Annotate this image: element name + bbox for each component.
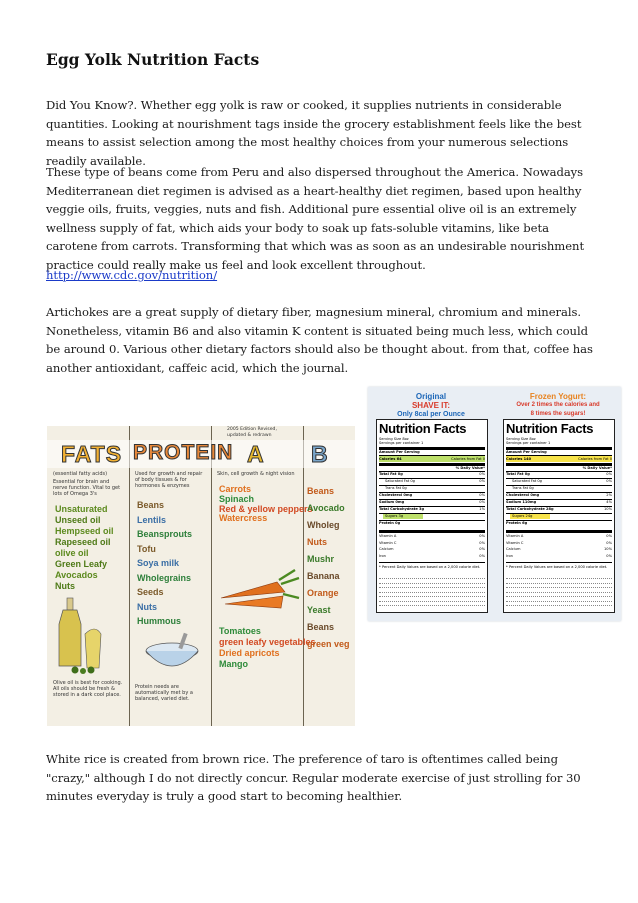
nutrient-name: Total Fat 0g [379, 472, 403, 476]
rule [506, 587, 612, 588]
food-item: Beans [137, 500, 165, 510]
rule [379, 605, 485, 606]
rule [379, 601, 485, 602]
amount-per-serving: Amount Per Serving [506, 450, 547, 454]
label-footnote: * Percent Daily Values are based on a 2,000 calorie diet. [379, 565, 481, 569]
food-item: Orange [307, 588, 339, 598]
protein-footer: Protein needs are automatically met by a balanced, varied diet. [135, 684, 193, 702]
nutrient-daily-value: 0% [479, 493, 485, 497]
rule [506, 596, 612, 597]
vitamin-a-heading: A [247, 441, 265, 467]
food-item: Nuts [307, 537, 327, 547]
vitamin-name: Iron [506, 553, 513, 558]
food-item: Beansprouts [137, 529, 193, 539]
food-item: Hummous [137, 616, 182, 626]
paragraph-intro: Did You Know?. Whether egg yolk is raw or cooked, it supplies nutrients in considerable quantities. Looking at nourishment tags inside the grocery establishment feels like the best means to assist selection among the most healthy choices from your numerous selections readily available. [46, 98, 582, 168]
serving-size: Serving Size 8oz [506, 437, 536, 441]
rule [379, 562, 485, 563]
nutrient-daily-value: 0% [479, 500, 485, 504]
nutrition-infographic [47, 426, 355, 726]
paragraph-artichokes: Artichokes are a great supply of dietary fiber, magnesium mineral, chromium and minerals. Nonetheless, vitamin B6 and also vitamin K content is situated being much less, which could be around 0. Various other dietary factors should also be thought about. from that, coffee has another antioxidant, caffeic acid, which the journal. [46, 305, 593, 375]
serving-size: Serving Size 8oz [379, 437, 409, 441]
servings-per-container: Servings per container 1 [379, 441, 424, 445]
vitamin-a-note: Skin, cell growth & night vision [217, 471, 295, 477]
rule [379, 530, 485, 533]
label-tagline: 8 times the sugars! [530, 411, 586, 417]
food-item: Green Leafy [55, 559, 108, 569]
food-item: Lentils [137, 514, 167, 525]
rule [379, 592, 485, 593]
nutrient-name: Saturated Fat 0g [385, 479, 415, 483]
food-item: Banana [307, 571, 340, 581]
nutrient-name: Protein 0g [379, 521, 401, 525]
rule [379, 583, 485, 584]
calories-from-fat: Calories from Fat 0 [578, 457, 612, 461]
calories-from-fat: Calories from Fat 0 [451, 457, 485, 461]
fats-heading: FATS [61, 441, 123, 467]
nutrient-name: Cholesterol 0mg [506, 493, 540, 497]
label-title: Original [415, 392, 447, 401]
nutrient-name: Sugars 24g [512, 514, 533, 518]
food-item: Tomatoes [219, 626, 261, 636]
label-original [372, 391, 490, 615]
rule [506, 562, 612, 563]
vitamin-daily-value: 0% [479, 547, 485, 551]
nutrient-name: Total Carbohydrate 3g [379, 507, 425, 511]
vitamin-daily-value: 0% [479, 553, 485, 558]
food-item: Beans [307, 622, 335, 632]
nutrient-name: Sugars 3g [385, 514, 404, 518]
label-tagline: Only 8cal per Ounce [397, 411, 465, 418]
servings-per-container: Servings per container 1 [506, 441, 551, 445]
food-item: Spinach [219, 493, 255, 504]
label-frozen-yogurt [499, 391, 617, 615]
rule [506, 601, 612, 602]
paragraph-white-rice: White rice is created from brown rice. The preference of taro is oftentimes called being "crazy," although I do not directly concur. Regular moderate exercise of just strolling for 30 minutes everyday is truly a good start to becoming healthier. [46, 752, 581, 803]
nutrient-name: Total Carbohydrate 28g [506, 507, 554, 511]
nutrition-facts-heading: Nutrition Facts [379, 421, 467, 436]
nutrient-name: Protein 6g [506, 521, 528, 525]
vitamin-daily-value: 0% [479, 540, 485, 545]
edition-note: 2005 Edition Revised, updated & redrawn [227, 427, 277, 438]
food-item: Avocados [55, 570, 98, 580]
vitamin-daily-value: 10% [604, 547, 612, 551]
carrot-icon [215, 568, 301, 618]
food-item: Avocado [307, 503, 345, 513]
nutrient-daily-value: 2% [606, 493, 612, 497]
nutrient-name: Saturated Fat 0g [512, 479, 542, 483]
fats-note: Essential for brain and nerve function. Vital to get lots of Omega 3's [53, 479, 121, 497]
nutrition-facts-heading: Nutrition Facts [506, 421, 594, 436]
vitamin-name: Calcium [379, 547, 394, 551]
food-item: Wholegrains [137, 572, 192, 583]
calories-value: Calories 140 [506, 457, 532, 461]
vitamin-b-heading: B [311, 441, 329, 467]
food-item: Dried apricots [219, 648, 280, 658]
nutrient-name: Trans Fat 0g [512, 486, 534, 490]
nutrient-name: Cholesterol 0mg [379, 493, 413, 497]
vitamin-name: Vitamin C [506, 540, 524, 545]
vitamin-name: Iron [379, 553, 386, 558]
nutrition-facts-box [376, 419, 488, 613]
food-item: Wholeg [307, 520, 340, 530]
vitamin-name: Calcium [506, 547, 521, 551]
daily-value-header: % Daily Value* [455, 466, 485, 470]
nutrient-daily-value: 0% [606, 472, 612, 476]
food-item: olive oil [55, 548, 89, 558]
nutrient-daily-value: 0% [606, 479, 612, 483]
food-item: Mango [219, 659, 248, 669]
cereal-bowl-icon [141, 631, 203, 677]
rule [379, 578, 485, 579]
nutrient-name: Sodium 110mg [506, 500, 537, 504]
food-item: Carrots [219, 484, 252, 494]
food-item: Seeds [137, 587, 164, 597]
vitamin-name: Vitamin C [379, 540, 397, 545]
food-item: Hempseed oil [55, 526, 114, 536]
rule [506, 592, 612, 593]
food-item: Watercress [219, 513, 268, 524]
daily-value-header: % Daily Value* [582, 466, 612, 470]
rule [379, 587, 485, 588]
rule [506, 605, 612, 606]
paragraph-beans: These type of beans come from Peru and also dispersed throughout the America. Nowadays Mediterranean diet regimen is advised as a heart-healthy diet regimen, based upon healthy veggie oils, fruits, veggies, nuts and fish. Additional pure essential olive oil is an extremely wellness supply of fat, which aids your body to soak up fats-soluble vitamins, like beta carotene from carrots. Transforming that which was as soon as an undesirable nourishment practice could really make us feel and look excellent throughout. [46, 165, 585, 272]
food-item: Unseed oil [55, 515, 101, 525]
calories-value: Calories 64 [379, 457, 402, 461]
vitamin-daily-value: 0% [606, 534, 612, 538]
nutrient-daily-value: 0% [479, 472, 485, 476]
label-title: Frozen Yogurt: [529, 392, 587, 401]
nutrient-daily-value: 10% [604, 507, 612, 511]
food-item: green veg [307, 639, 350, 649]
vitamin-daily-value: 0% [479, 534, 485, 538]
nutrient-name: Trans Fat 0g [385, 486, 407, 490]
nutrient-daily-value: 0% [479, 479, 485, 483]
nutrient-name: Sodium 0mg [379, 500, 405, 504]
rule [506, 583, 612, 584]
nutrition-facts-box [503, 419, 615, 613]
food-item: Nuts [55, 581, 75, 591]
nutrient-name: Total Fat 0g [506, 472, 530, 476]
food-item: Beans [307, 486, 335, 496]
food-item: Red & yellow peppers [219, 503, 313, 514]
vitamin-name: Vitamin A [379, 534, 397, 538]
vitamin-name: Vitamin A [506, 534, 524, 538]
fats-footer: Olive oil is best for cooking. All oils should be fresh & stored in a dark cool place. [53, 680, 123, 698]
food-item: Rapeseed oil [55, 537, 111, 547]
rule [506, 530, 612, 533]
label-subtitle: SHAVE IT: [411, 401, 451, 410]
label-footnote: * Percent Daily Values are based on a 2,000 calorie diet. [506, 565, 608, 569]
food-item: green leafy vegetables [219, 637, 316, 647]
fats-subtitle: (essential fatty acids) [53, 471, 108, 477]
label-subtitle: Over 2 times the calories and [516, 402, 600, 408]
food-item: Soya milk [137, 558, 180, 568]
protein-note: Used for growth and repair of body tissues & for hormones & enzymes [135, 471, 203, 489]
nutrient-daily-value: 1% [479, 507, 485, 511]
vitamin-daily-value: 0% [606, 553, 612, 558]
food-item: Unsaturated [55, 504, 108, 514]
rule [379, 596, 485, 597]
protein-heading: PROTEIN [133, 441, 234, 464]
amount-per-serving: Amount Per Serving [379, 450, 420, 454]
food-item: Tofu [137, 543, 156, 554]
vitamin-daily-value: 0% [606, 540, 612, 545]
food-item: Nuts [137, 601, 157, 612]
food-item: Yeast [307, 605, 331, 615]
food-item: Mushr [307, 554, 334, 564]
nutrition-label-comparison [368, 387, 621, 621]
cdc-nutrition-link[interactable]: http://www.cdc.gov/nutrition/ [46, 268, 218, 282]
olive-oil-bottle-icon [55, 594, 115, 674]
nutrient-daily-value: 4% [606, 500, 612, 504]
article-title: Egg Yolk Nutrition Facts [46, 50, 260, 69]
rule [506, 578, 612, 579]
